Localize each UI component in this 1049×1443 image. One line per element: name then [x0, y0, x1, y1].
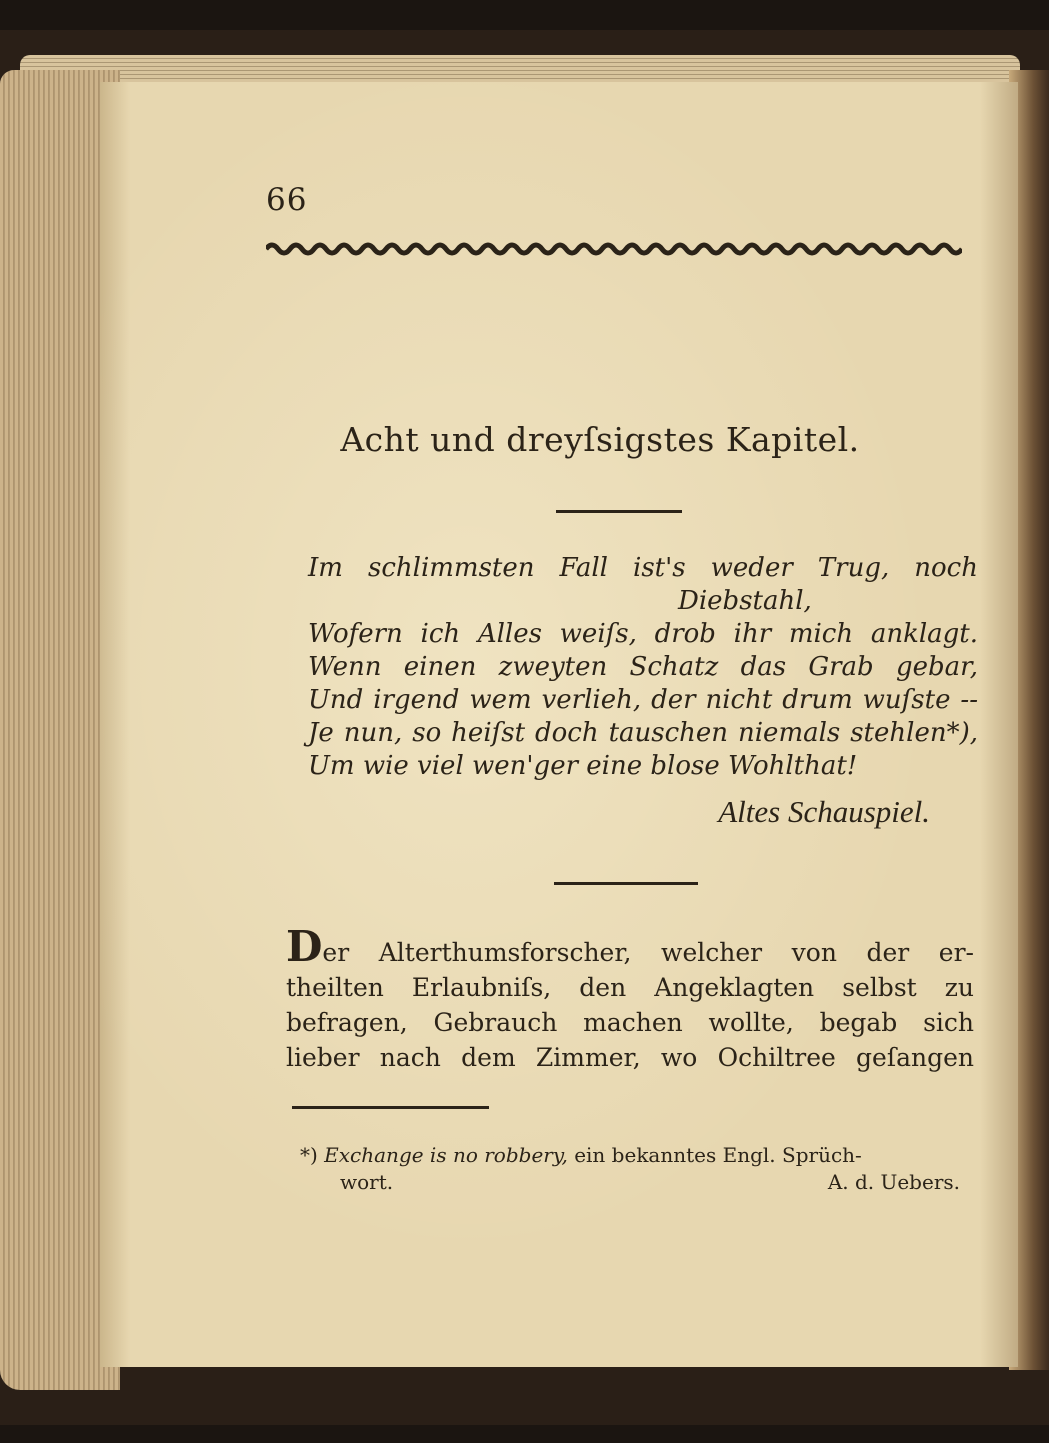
epigraph-line: Je nun, so heiſst doch tauschen niemals stehlen*), — [308, 718, 978, 748]
drop-cap: D — [286, 922, 323, 971]
epigraph-line: Und irgend wem verlieh, der nicht drum wuſste -- — [308, 685, 978, 715]
title-rule — [556, 510, 682, 513]
chapter-title: Acht und dreyſsigstes Kapitel. — [340, 420, 860, 459]
footnote-credit: A. d. Uebers. — [827, 1170, 960, 1194]
epigraph — [308, 552, 978, 783]
footnote-line — [300, 1142, 960, 1169]
epigraph-attribution: Altes Schauspiel. — [718, 794, 930, 829]
epigraph-line: Um wie viel wen'ger eine blose Wohlthat! — [308, 751, 858, 781]
book-page — [100, 82, 1018, 1367]
body-line: befragen, Gebrauch machen wollte, begab sich — [286, 1008, 974, 1037]
body-line: lieber nach dem Zimmer, wo Ochiltree geſangen — [286, 1043, 974, 1072]
body-first-line: er Alterthumsforscher, welcher von der er- — [322, 938, 974, 967]
epigraph-line: Diebstahl, — [678, 586, 812, 616]
epigraph-line: Wofern ich Alles weiſs, drob ihr mich anklagt. — [308, 619, 978, 649]
section-rule — [554, 882, 698, 885]
footnote-line — [300, 1169, 960, 1196]
body-line: theilten Erlaubniſs, den Angeklagten selbst zu — [286, 973, 974, 1002]
footnote-marker: *) — [300, 1143, 318, 1167]
footnote-rule — [292, 1106, 489, 1109]
epigraph-line: Wenn einen zweyten Schatz das Grab gebar, — [308, 652, 978, 682]
decorative-border-ornament — [266, 240, 962, 258]
body-line — [286, 922, 974, 971]
epigraph-line: Im schlimmsten Fall ist's weder Trug, noch — [308, 553, 978, 583]
footnote-text: wort. — [340, 1170, 394, 1194]
body-text — [286, 922, 974, 1075]
page-number: 66 — [266, 182, 308, 218]
footnote-text: ein bekanntes Engl. Sprüch- — [574, 1143, 862, 1167]
footnote-italic: Exchange is no robbery, — [324, 1143, 568, 1167]
footnote — [300, 1142, 960, 1196]
